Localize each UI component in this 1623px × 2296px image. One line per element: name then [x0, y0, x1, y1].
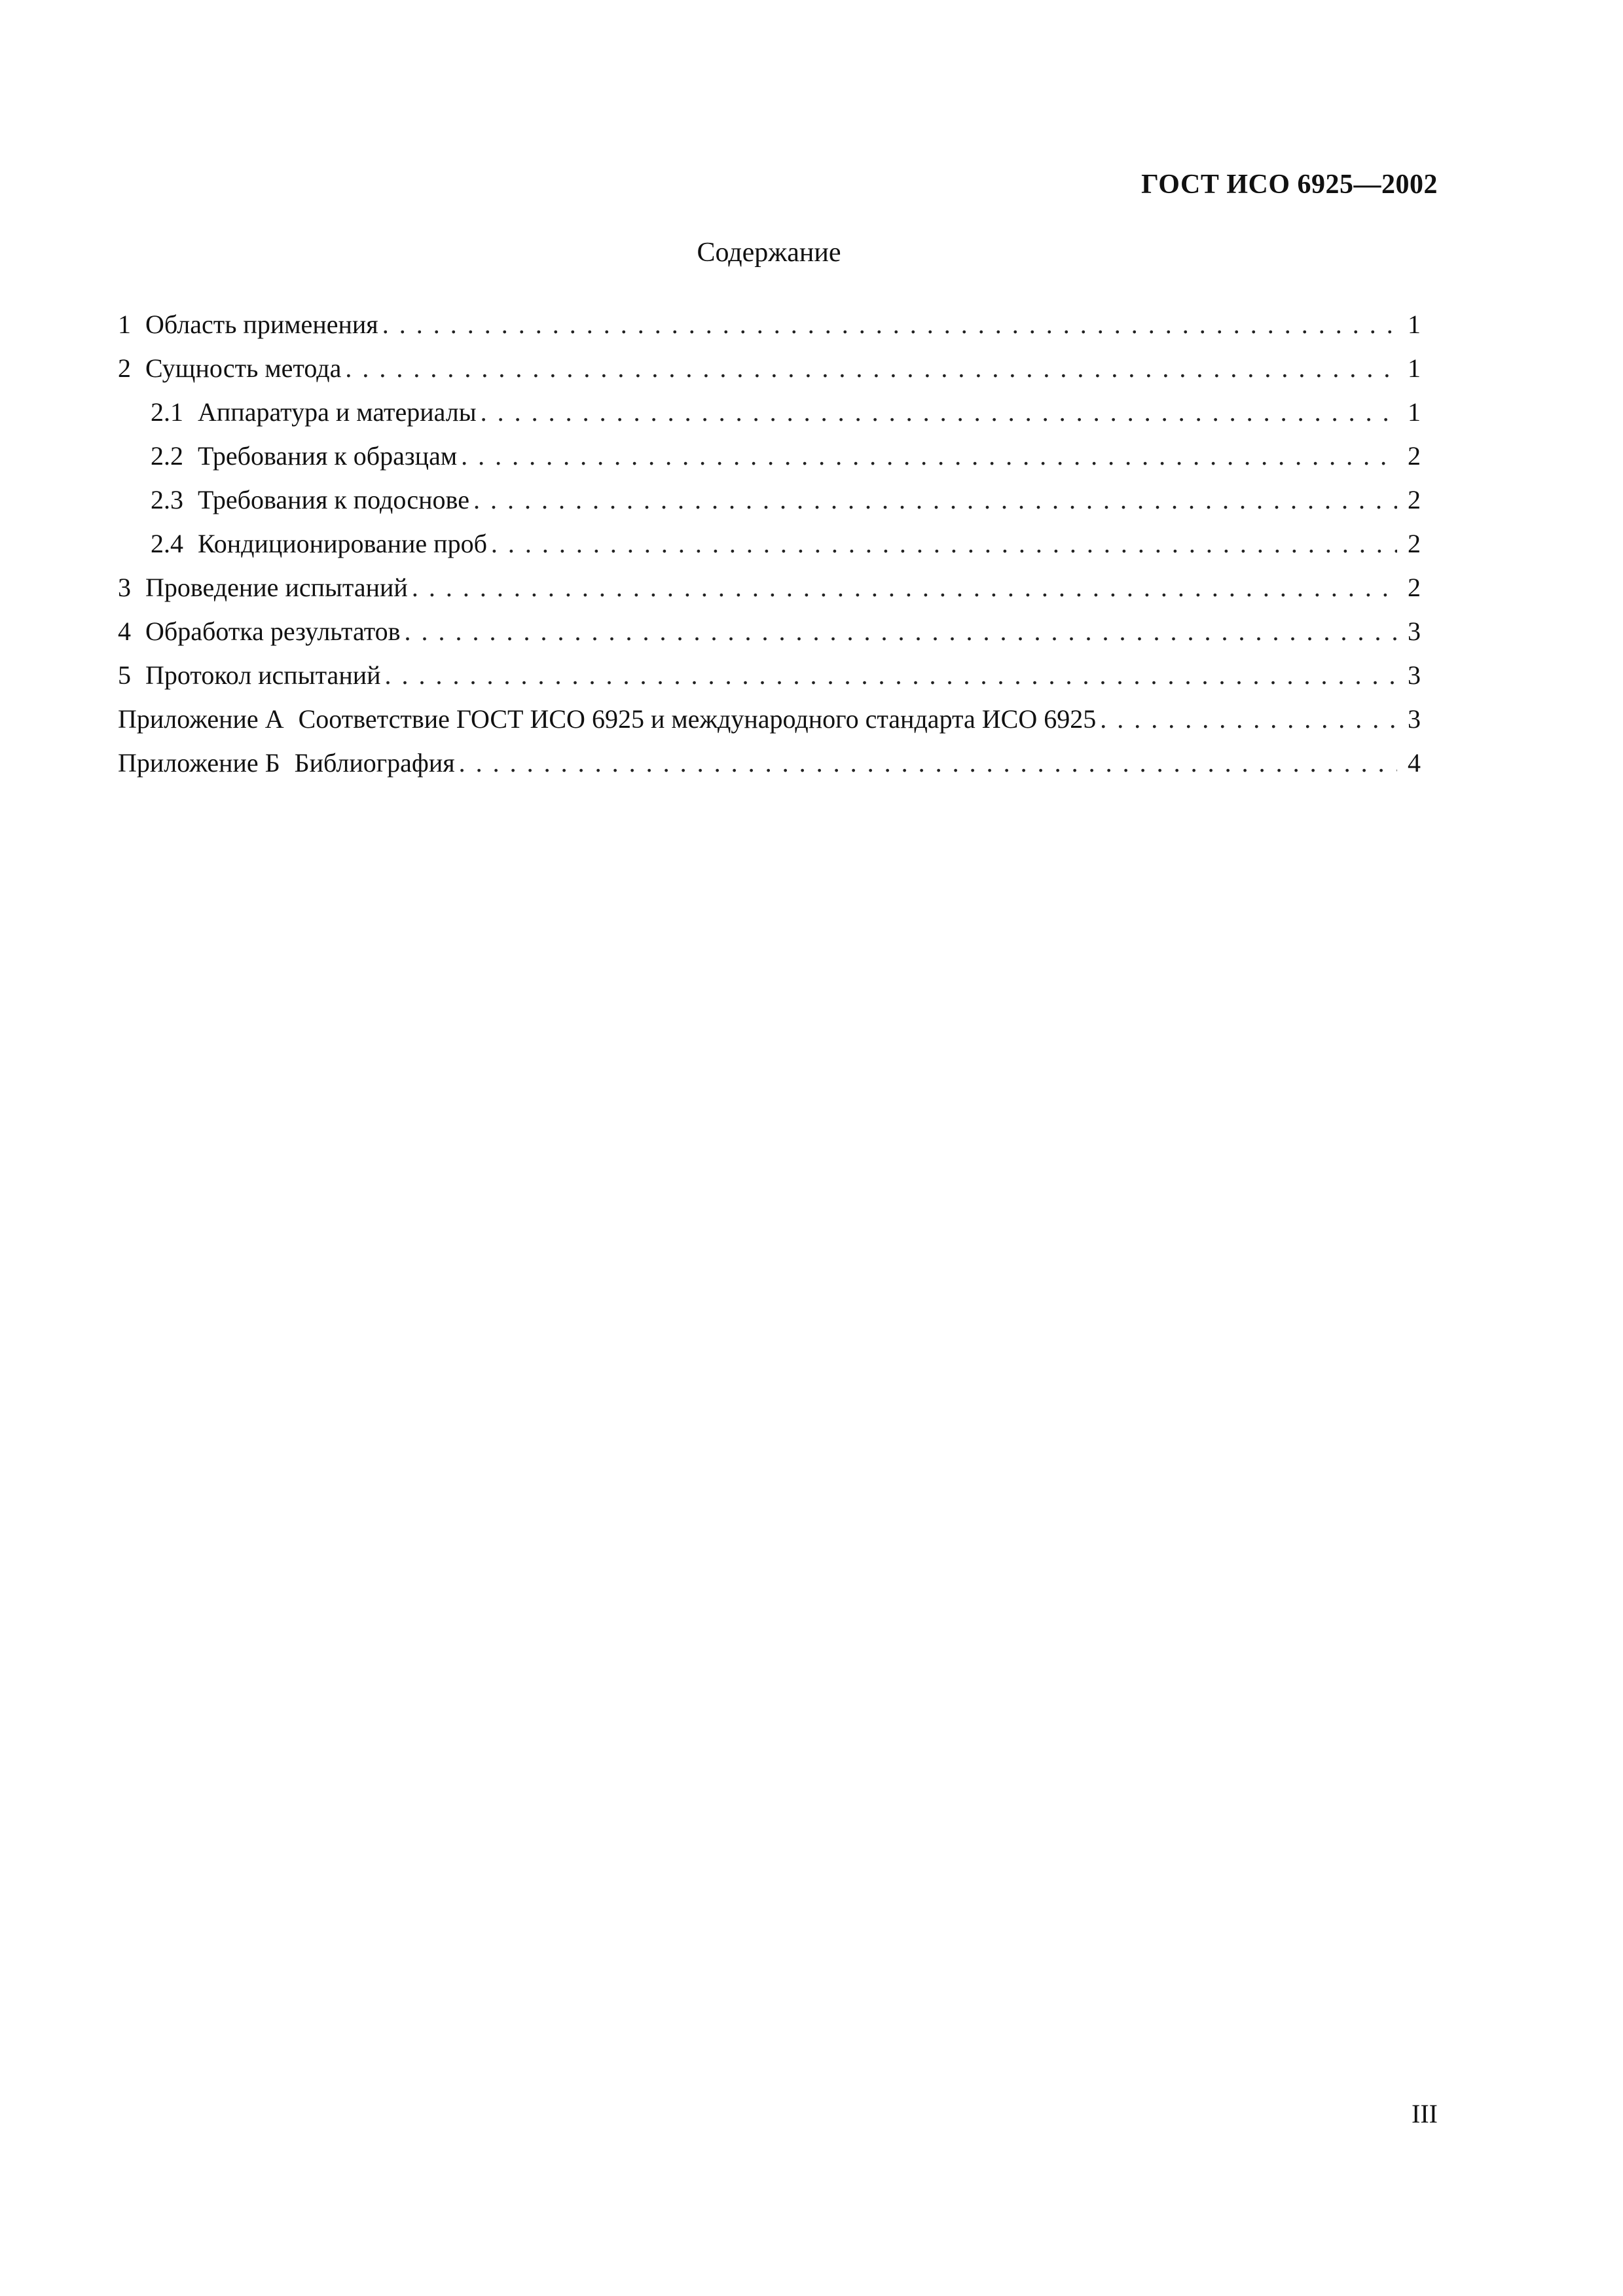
toc-entry-number: 3	[118, 573, 131, 602]
dot-leader	[412, 565, 1397, 609]
dot-leader	[491, 522, 1397, 565]
toc-entry-page: 1	[1408, 353, 1421, 383]
dot-leader	[459, 741, 1397, 785]
toc-entry[interactable]	[118, 609, 1421, 653]
toc-entry-label: Протокол испытаний	[145, 660, 381, 690]
dot-leader	[382, 302, 1397, 346]
toc-entry-page: 3	[1408, 704, 1421, 734]
toc-entry-number: Приложение А	[118, 704, 284, 734]
toc-entry[interactable]	[118, 346, 1421, 390]
toc-entry-number: 2.2	[151, 441, 183, 471]
toc-entry[interactable]	[118, 434, 1421, 478]
toc-entry-label: Область применения	[145, 310, 378, 339]
toc-entry[interactable]	[118, 697, 1421, 741]
toc-entry-number: 2.3	[151, 485, 183, 514]
dot-leader	[345, 346, 1397, 390]
toc-title: Содержание	[697, 238, 841, 268]
toc-entry-label: Соответствие ГОСТ ИСО 6925 и международного стандарта ИСО 6925	[298, 704, 1097, 734]
toc-entry[interactable]	[118, 478, 1421, 522]
toc-entry[interactable]	[118, 653, 1421, 697]
toc-entry-label: Требования к подоснове	[198, 485, 469, 514]
toc-entry-number: 2	[118, 353, 131, 383]
dot-leader	[473, 478, 1397, 522]
toc-entry-number: 4	[118, 617, 131, 646]
toc-entry-page: 3	[1408, 660, 1421, 690]
document-code: ГОСТ ИСО 6925—2002	[1141, 170, 1438, 200]
toc-entry-number: 2.1	[151, 397, 183, 427]
toc-entry-number: Приложение Б	[118, 748, 280, 778]
toc-entry-label: Кондиционирование проб	[198, 529, 487, 558]
toc-entry-page: 2	[1408, 485, 1421, 514]
toc-entry-page: 1	[1408, 310, 1421, 339]
toc-entry-number: 2.4	[151, 529, 183, 558]
toc-entry-page: 3	[1408, 617, 1421, 646]
page-number: III	[1412, 2099, 1438, 2128]
toc-entry-label: Требования к образцам	[198, 441, 458, 471]
toc-entry-label: Сущность метода	[145, 353, 342, 383]
toc-entry-label: Аппаратура и материалы	[198, 397, 477, 427]
toc-entry[interactable]	[118, 565, 1421, 609]
toc-entry-label: Библиография	[294, 748, 455, 778]
toc-entry[interactable]	[118, 522, 1421, 565]
table-of-contents	[118, 302, 1421, 785]
toc-entry-page: 4	[1408, 748, 1421, 778]
toc-entry-page: 2	[1408, 529, 1421, 558]
toc-entry[interactable]	[118, 390, 1421, 434]
dot-leader	[385, 653, 1397, 697]
toc-entry-label: Обработка результатов	[145, 617, 401, 646]
toc-entry[interactable]	[118, 302, 1421, 346]
toc-entry-page: 2	[1408, 441, 1421, 471]
toc-entry-page: 1	[1408, 397, 1421, 427]
toc-entry-page: 2	[1408, 573, 1421, 602]
toc-entry[interactable]	[118, 741, 1421, 785]
dot-leader	[461, 434, 1397, 478]
toc-entry-label: Проведение испытаний	[145, 573, 408, 602]
dot-leader	[481, 390, 1397, 434]
toc-entry-number: 5	[118, 660, 131, 690]
dot-leader	[1100, 697, 1397, 741]
toc-entry-number: 1	[118, 310, 131, 339]
dot-leader	[405, 609, 1397, 653]
